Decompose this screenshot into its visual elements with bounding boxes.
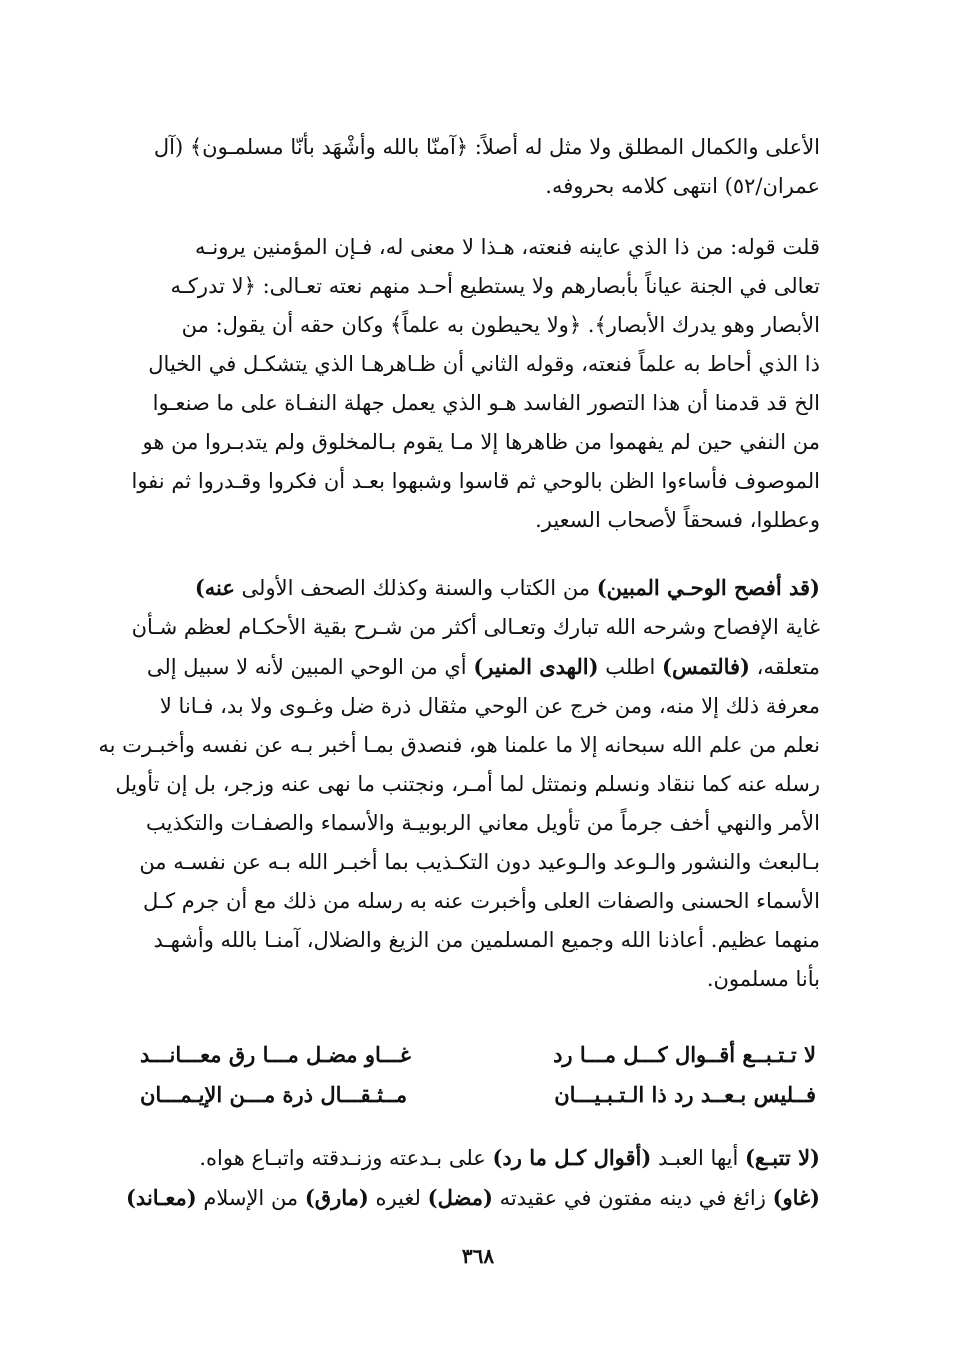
bold-phrase: (لا تتبـع) xyxy=(744,1145,820,1170)
text-line: نعلم من علم الله سبحانه إلا ما علمنا هو، فنصدق بمـا أخبر بـه عن نفسه وأخبـرت به xyxy=(98,733,820,757)
text-line xyxy=(140,1138,820,1178)
text-line: الأسماء الحسنى والصفات العلى وأخبرت عنه به رسله من ذلك مع أن جرم كـل xyxy=(143,889,820,913)
text-run: متعلقه، xyxy=(749,655,820,679)
text-line: رسله عنه كما ننقاد ونسلم ونمتثل لما أمـر، ونجتنب ما نهى عنه وزجر، بل إن تأويل xyxy=(115,772,820,796)
text-run: أيها العبـد xyxy=(651,1146,745,1170)
paragraph-4 xyxy=(125,1138,820,1218)
bold-phrase: (غاو) xyxy=(772,1185,820,1210)
text-line: الأعلى والكمال المطلق ولا مثل له أصلاً: ﴿آمنّا بالله وأشْهَد بأنّا مسلمـون﴾ (آل xyxy=(153,135,820,159)
bold-phrase: (الهدى المنير) xyxy=(473,654,599,679)
text-line: تعالى في الجنة عياناً بأبصارهم ولا يستطيع أحـد منهم نعته تعـالى: ﴿لا تدركـه xyxy=(170,274,820,298)
text-run: من الإسلام xyxy=(196,1186,305,1210)
page-number: ٣٦٨ xyxy=(461,1244,495,1268)
text-run: أي من الوحي المبين لأنه لا سبيل إلى xyxy=(146,655,474,679)
bold-phrase: (معـاند) xyxy=(125,1185,197,1210)
verse-first-hemistich: فــليس بـعــد رد ذا الـتـبـيـــان xyxy=(554,1082,816,1107)
text-run: اطلب xyxy=(598,655,663,679)
verse-second-hemistich: مــثـقـــال ذرة مـــن الإيـمـــان xyxy=(140,1082,408,1107)
text-line: من النفي حين لم يفهموا من ظاهرها إلا مـا يقوم بـالمخلوق ولم يتدبـروا من هو xyxy=(142,430,820,454)
verse-row xyxy=(140,1035,816,1075)
paragraph-3 xyxy=(98,568,820,999)
paragraph-1 xyxy=(140,128,820,206)
text-line: الأبصار وهو يدرك الأبصار﴾. ﴿ولا يحيطون به علماً﴾ وكان حقه أن يقول: من xyxy=(181,313,820,337)
paragraph-2 xyxy=(131,228,820,540)
text-line: منهما عظيم. أعاذنا الله وجميع المسلمين من الزيغ والضلال، آمنـا بالله وأشهـد xyxy=(153,928,820,952)
text-line: الأمر والنهي أخف جرماً من تأويل معاني الربوبيـة والأسماء والصفـات والتكذيب xyxy=(146,811,820,835)
text-line: قلت قوله: من ذا الذي عاينه فنعته، هـذا لا معنى له، فـإن المؤمنين يرونـه xyxy=(194,235,820,259)
bold-phrase: (مارق) xyxy=(304,1185,369,1210)
text-line xyxy=(140,568,820,608)
bold-phrase: (مضل) xyxy=(427,1185,493,1210)
text-run: زائغ في دينه مفتون في عقيدته xyxy=(492,1186,773,1210)
text-run: على بـدعته وزنـدقته واتبـاع هواه. xyxy=(199,1146,493,1170)
verse-row xyxy=(140,1075,816,1115)
bold-phrase: عنه) xyxy=(194,575,235,600)
text-line: غاية الإفصاح وشرحه الله تبارك وتعـالى أكثر من شـرح بقية الأحكـام لعظم شـأن xyxy=(131,615,820,639)
verse-first-hemistich: لا تـتـبــع أقــوال كـــل مـــا رد xyxy=(553,1042,816,1067)
text-run: لغيره xyxy=(368,1186,428,1210)
text-line: وعطلوا، فسحقاً لأصحاب السعير. xyxy=(535,508,820,532)
bold-phrase: (فالتمس) xyxy=(662,654,750,679)
text-line: عمران/٥٢) انتهى كلامه بحروفه. xyxy=(545,174,820,198)
text-line: الخ قد قدمنا أن هذا التصور الفاسد هـو الذي يعمل جهلة النفـاة على ما صنعـوا xyxy=(152,391,820,415)
bold-phrase: (قد أفصح الوحـي المبين) xyxy=(596,575,820,600)
bold-phrase: (أقوال كـل ما رد) xyxy=(492,1145,652,1170)
text-run: من الكتاب والسنة وكذلك الصحف الأولى xyxy=(234,576,597,600)
text-line: بأنا مسلمون. xyxy=(706,967,820,991)
text-line: بـالبعث والنشور والـوعد والـوعيد دون التكـذيب بما أخبـر الله بـه عن نفسـه من xyxy=(139,850,820,874)
text-line: معرفة ذلك إلا منه، ومن خرج عن الوحي مثقال ذرة ضل وغـوى ولا بد، فـانا لا xyxy=(159,694,820,718)
verse-second-hemistich: غـــاو مضـل مـــا رق معـــانـــد xyxy=(140,1042,411,1067)
poem-verse xyxy=(140,1035,816,1115)
text-line: ذا الذي أحاط به علماً فنعته، وقوله الثاني أن ظـاهرهـا الذي يتشكـل في الخيال xyxy=(148,352,820,376)
text-line xyxy=(140,647,820,687)
text-line xyxy=(125,1178,820,1218)
text-line: الموصوف فأساءوا الظن بالوحي ثم قاسوا وشبهوا بعـد أن فكروا وقـدروا ثم نفوا xyxy=(131,469,820,493)
